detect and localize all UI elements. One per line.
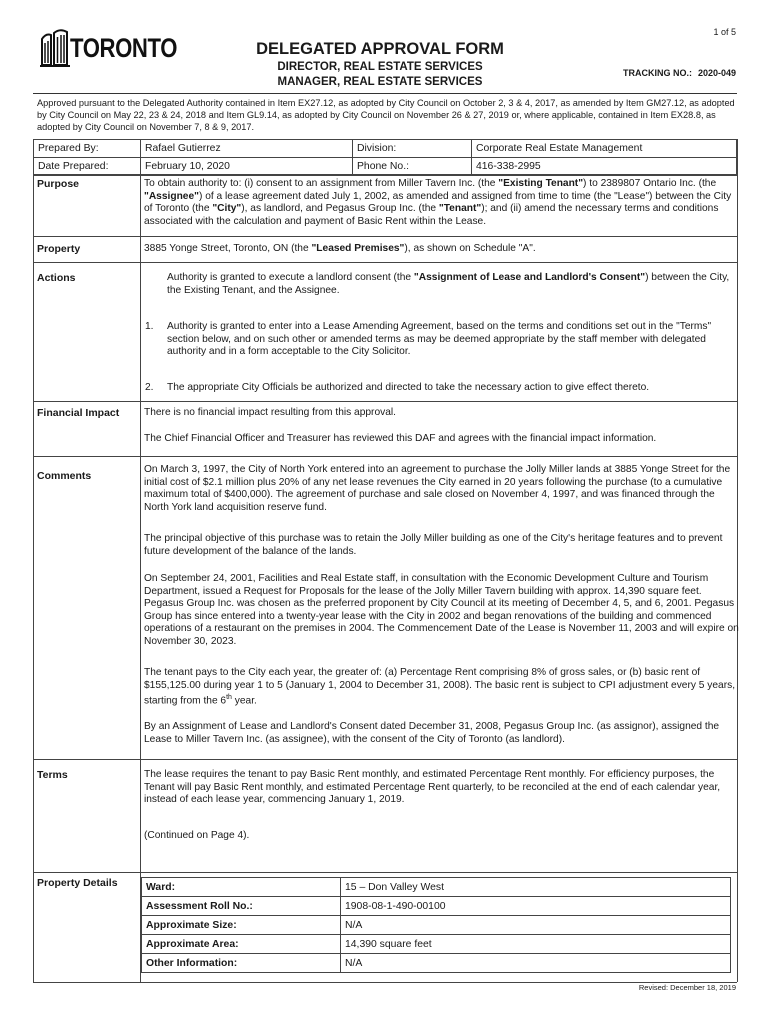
action-2-number: 2. [145,382,154,393]
other-information-value: N/A [341,954,731,973]
purpose-text: To obtain authority to: (i) consent to an assignment from Miller Tavern Inc. (the "Existing Tenant") to 2389807 Ontario Inc. (the "Assignee") of a lease agreement dated July 1, 2002, as amended and assigned from time to time (the "Lease") between the City of Toronto (the "City"), as landlord, and Pegasus Group Inc. (the "Tenant"); and (ii) amend the necessary terms and conditions associated with the calculation and payment of Basic Rent within the Lease. [144,178,732,227]
comments-separator [33,456,737,457]
ward-label: Ward: [142,878,341,897]
phone-label: Phone No.: [353,158,472,176]
details-row-area [142,935,731,954]
comment-paragraph-2: The principal objective of this purchase was to retain the Jolly Miller building as one of the City's heritage features and to prevent future development of the balance of the lands. [144,533,723,557]
comment-paragraph-4: The tenant pays to the City each year, the greater of: (a) Percentage Rent comprising 8% of gross sales, or (b) basic rent of $155,125.00 during year 1 to 5 (January 1, 2004 to December 31, 2008). The basic rent is subject to CPI adjustment every 5 years, starting from the 6th year. [144,667,736,707]
property-text: 3885 Yonge Street, Toronto, ON (the "Leased Premises"), as shown on Schedule "A". [144,243,536,254]
assessment-roll-value: 1908-08-1-490-00100 [341,897,731,916]
subtitle-line-2: MANAGER, REAL ESTATE SERVICES [277,76,483,88]
approximate-size-value: N/A [341,916,731,935]
table-border-right [737,139,738,982]
subtitle-line-1: DIRECTOR, REAL ESTATE SERVICES [277,61,483,73]
action-1-text: Authority is granted to enter into a Lease Amending Agreement, based on the terms and conditions set out in the "Terms" section below, and on such other or amended terms as may be deemed appropriate by the staff member with delegated authority and in a form acceptable to the City Solicitor. [167,321,712,357]
approximate-area-label: Approximate Area: [142,935,341,954]
terms-label: Terms [37,769,68,781]
property-details-separator [33,872,737,873]
logo-wordmark: TORONTO [70,33,178,63]
terms-text-1: The lease requires the tenant to pay Basic Rent monthly, and estimated Percentage Rent monthly. For efficiency purposes, the Tenant will pay Basic Rent monthly, and estimated Percentage Rent quarterly, to be reconciled at the end of each calendar year, instead of each lease year, commencing January 1, 2019. [144,769,721,805]
details-row-ward [142,878,731,897]
page-number: 1 of 5 [713,27,736,37]
division-value: Corporate Real Estate Management [472,140,737,158]
date-prepared-value: February 10, 2020 [141,158,353,176]
property-separator [33,236,737,237]
property-details-label: Property Details [37,877,118,889]
tracking-value: 2020-049 [697,68,736,78]
phone-value: 416-338-2995 [472,158,737,176]
comment-paragraph-1: On March 3, 1997, the City of North York entered into an agreement to purchase the Jolly Miller lands at 3885 Yonge Street for the initial cost of $2.1 million plus 20% of any net lease revenues the City earned in 20 years following the purchase (to a cumulative maximum total of $400,000). The agreement of purchase and sale closed on November 4, 1997, and was financed through the North York land acquisition reserve fund. [144,464,731,513]
comments-label: Comments [37,470,92,482]
approximate-size-label: Approximate Size: [142,916,341,935]
revised-date: Revised: December 18, 2019 [638,983,736,992]
form-subtitle [210,60,550,90]
details-row-other [142,954,731,973]
financial-separator [33,401,737,402]
city-hall-icon [40,29,70,67]
comment-paragraph-5: By an Assignment of Lease and Landlord's Consent dated December 31, 2008, Pegasus Group Inc. (as assignor), assigned the Lease to Miller Tavern Inc. (as assignee), with the consent of the City of Toronto (as landlord). [144,721,720,745]
terms-text-2: (Continued on Page 4). [144,830,250,841]
comment-paragraph-3: On September 24, 2001, Facilities and Real Estate staff, in consultation with the Economic Development Culture and Tourism Department, issued a Request for Proposals for the lease of the Jolly Miller Tavern building with approx. 14,390 square feet. Pegasus Group Inc. was chosen as the preferred proponent by City Council at its meeting of December 4, 5, and 6, 2001. Pegasus Group has since entered into a twenty-year lease with the City in 2002 and began renovations of the building and commenced operations of a restaurant on the premises in 2004. The Commencement Date of the Lease is November 11, 2003 and will expire on November 30, 2023. [144,573,739,647]
approximate-area-value: 14,390 square feet [341,935,731,954]
financial-impact-text-2: The Chief Financial Officer and Treasurer has reviewed this DAF and agrees with the financial impact information. [144,433,657,444]
details-row-assessment-roll [142,897,731,916]
prepared-by-label: Prepared By: [34,140,141,158]
toronto-logo [40,29,178,71]
financial-impact-text-1: There is no financial impact resulting from this approval. [144,407,396,418]
approved-pursuant-text: Approved pursuant to the Delegated Authority contained in Item EX27.12, as adopted by City Council on October 2, 3 & 4, 2017, as amended by Item GM27.12, as adopted by City Council on May 22, 23 & 24, 2018 and Item GL9.14, as adopted by City Council on November 26 & 27, 2019 or, where applicable, contained in Item EX28.8, as adopted by City Council on November 7, 8 & 9, 2017. [37,98,735,133]
label-column-divider [140,139,141,982]
property-label: Property [37,243,81,255]
details-row-size [142,916,731,935]
division-label: Division: [353,140,472,158]
date-prepared-label: Date Prepared: [34,158,141,176]
other-information-label: Other Information: [142,954,341,973]
header-rule [33,93,737,94]
purpose-label: Purpose [37,178,80,190]
terms-separator [33,759,737,760]
preparer-info-table [33,139,737,176]
table-border-left [33,139,34,982]
tracking-number [623,68,736,78]
table-border-bottom [33,982,737,983]
purpose-separator [33,174,737,175]
action-2-text: The appropriate City Officials be authorized and directed to take the necessary action to give effect thereto. [167,382,650,393]
financial-impact-label: Financial Impact [37,407,120,419]
assessment-roll-label: Assessment Roll No.: [142,897,341,916]
actions-separator [33,262,737,263]
actions-label: Actions [37,272,76,284]
tracking-label: TRACKING NO.: [622,68,692,78]
form-title: DELEGATED APPROVAL FORM [256,40,504,58]
prepared-by-value: Rafael Gutierrez [141,140,353,158]
action-1-number: 1. [145,321,154,332]
property-details-table [141,877,731,973]
action-consent-text: Authority is granted to execute a landlord consent (the "Assignment of Lease and Landlord's Consent") between the City, the Existing Tenant, and the Assignee. [167,272,730,296]
ward-value: 15 – Don Valley West [341,878,731,897]
